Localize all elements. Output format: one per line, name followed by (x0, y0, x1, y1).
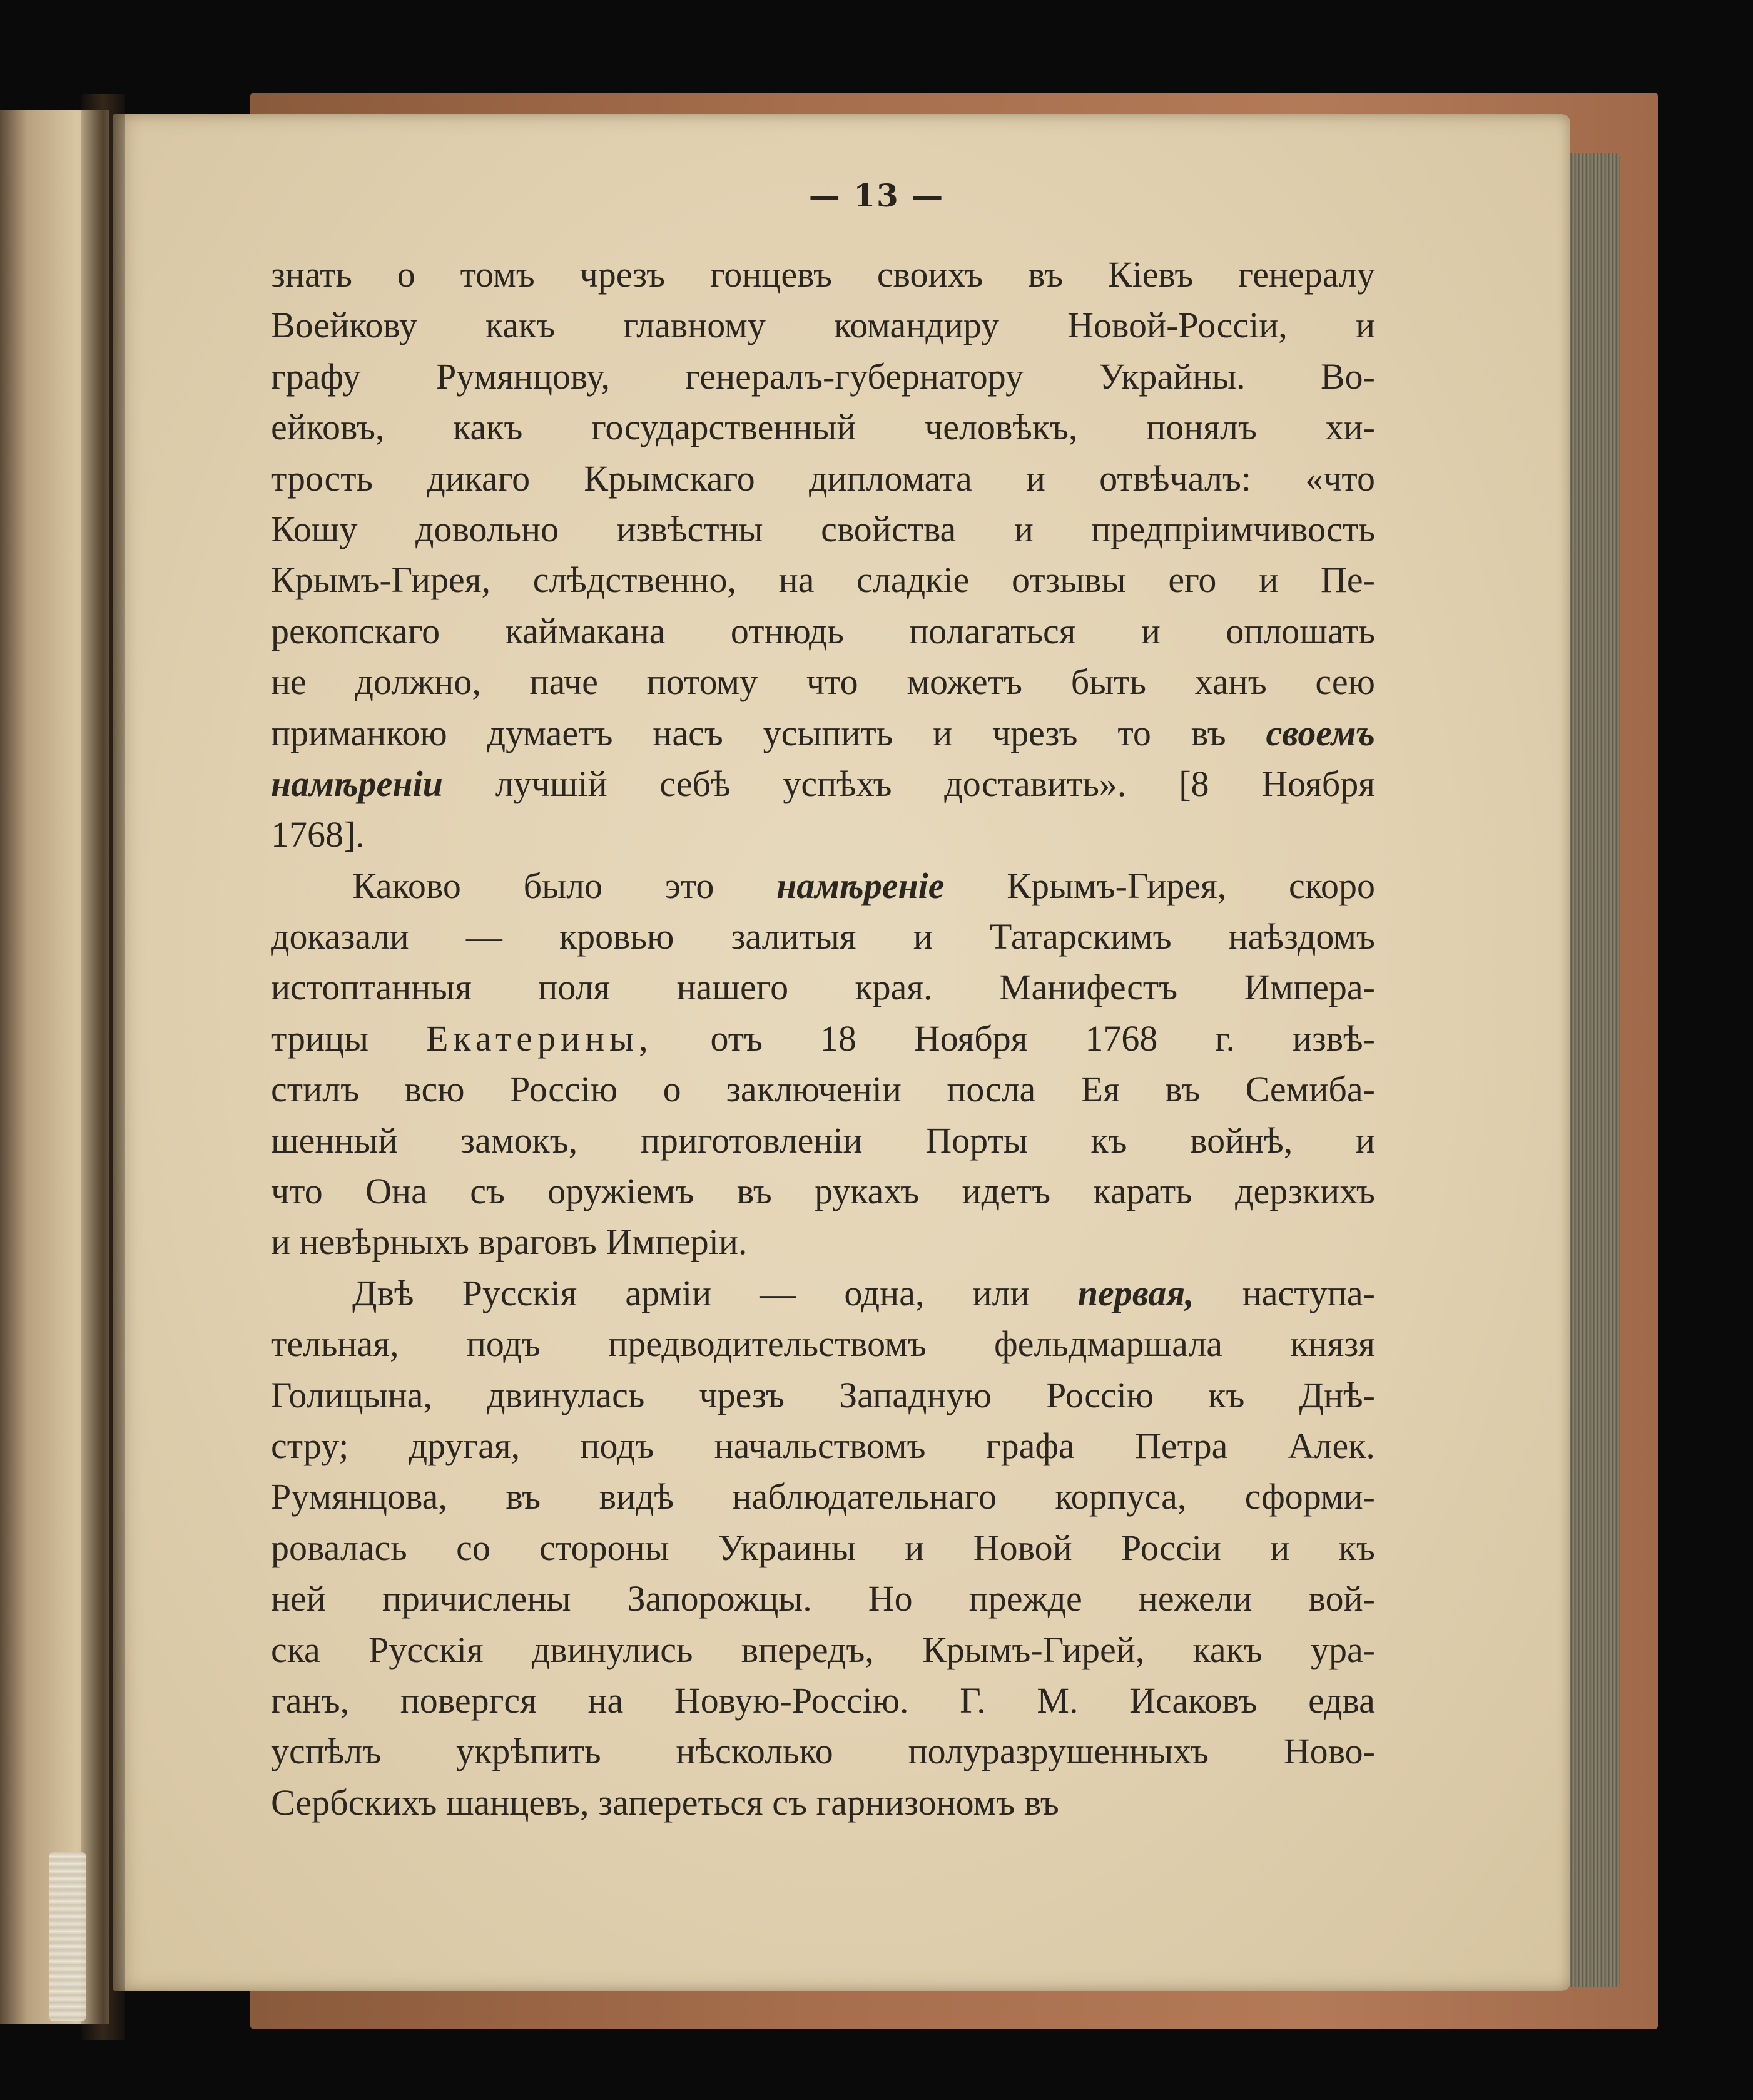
text-line: ней причислены Запорожцы. Но прежде нежели вой- (271, 1578, 1375, 1619)
text-line: шенный замокъ, приготовленіи Порты къ войнѣ, и (271, 1119, 1375, 1161)
text-line: Сербскихъ шанцевъ, запереться съ гарнизономъ въ (271, 1781, 1059, 1823)
text-line: трость дикаго Крымскаго дипломата и отвѣчалъ: «что (271, 457, 1375, 499)
text-line: не должно, паче потому что можетъ быть ханъ сею (271, 661, 1375, 703)
text-line: Двѣ Русскія арміи — одна, или первая, наступа- (352, 1272, 1375, 1313)
text-line: ейковъ, какъ государственный человѣкъ, понялъ хи- (271, 407, 1375, 448)
text-line: рекопскаго каймакана отнюдь полагаться и оплошать (271, 610, 1375, 651)
text-line: ска Русскія двинулись впередъ, Крымъ-Гирей, какъ ура- (271, 1629, 1375, 1670)
text-line: что Она съ оружіемъ въ рукахъ идетъ карать дерзкихъ (271, 1171, 1375, 1212)
text-line: знать о томъ чрезъ гонцевъ своихъ въ Кіевъ генералу (271, 254, 1375, 295)
text-line: стилъ всю Россію о заключеніи посла Ея въ Семиба- (271, 1069, 1375, 1110)
spine-gutter (81, 94, 125, 2040)
text-line: Румянцова, въ видѣ наблюдательнаго корпуса, сформи- (271, 1476, 1375, 1517)
text-line: ровалась со стороны Украины и Новой Россіи и къ (271, 1527, 1375, 1568)
text-line: 1768]. (271, 814, 365, 855)
text-line: Каково было это намѣреніе Крымъ-Гирея, скоро (352, 865, 1375, 906)
page-number: — 13 — (808, 177, 945, 214)
text-line: намѣреніи лучшій себѣ успѣхъ доставить». [8 Ноября (271, 763, 1375, 804)
text-line: доказали — кровью залитыя и Татарскимъ наѣздомъ (271, 916, 1375, 957)
text-line: ганъ, повергся на Новую-Россію. Г. М. Исаковъ едва (271, 1679, 1375, 1721)
text-line: Крымъ-Гирея, слѣдственно, на сладкіе отзывы его и Пе- (271, 559, 1375, 601)
text-line: стру; другая, подъ начальствомъ графа Петра Алек. (271, 1425, 1375, 1466)
text-line: истоптанныя поля нашего края. Манифестъ Импера- (271, 967, 1375, 1008)
text-line: графу Румянцову, генералъ-губернатору Украйны. Во- (271, 355, 1375, 397)
text-line: успѣлъ укрѣпить нѣсколько полуразрушенныхъ Ново- (271, 1731, 1375, 1772)
text-line: приманкою думаетъ насъ усыпить и чрезъ то въ своемъ (271, 712, 1375, 753)
text-line: Голицына, двинулась чрезъ Западную Россію къ Днѣ- (271, 1374, 1375, 1415)
binding-thread (49, 1852, 86, 2021)
body-text (271, 249, 1375, 1828)
text-line: и невѣрныхъ враговъ Имперіи. (271, 1221, 748, 1263)
text-line: Воейкову какъ главному командиру Новой-Россіи, и (271, 305, 1375, 346)
text-line: трицы Екатерины, отъ 18 Ноября 1768 г. извѣ- (271, 1017, 1375, 1059)
text-line: Кошу довольно извѣстны свойства и предпріимчивость (271, 508, 1375, 549)
text-line: тельная, подъ предводительствомъ фельдмаршала князя (271, 1323, 1375, 1365)
